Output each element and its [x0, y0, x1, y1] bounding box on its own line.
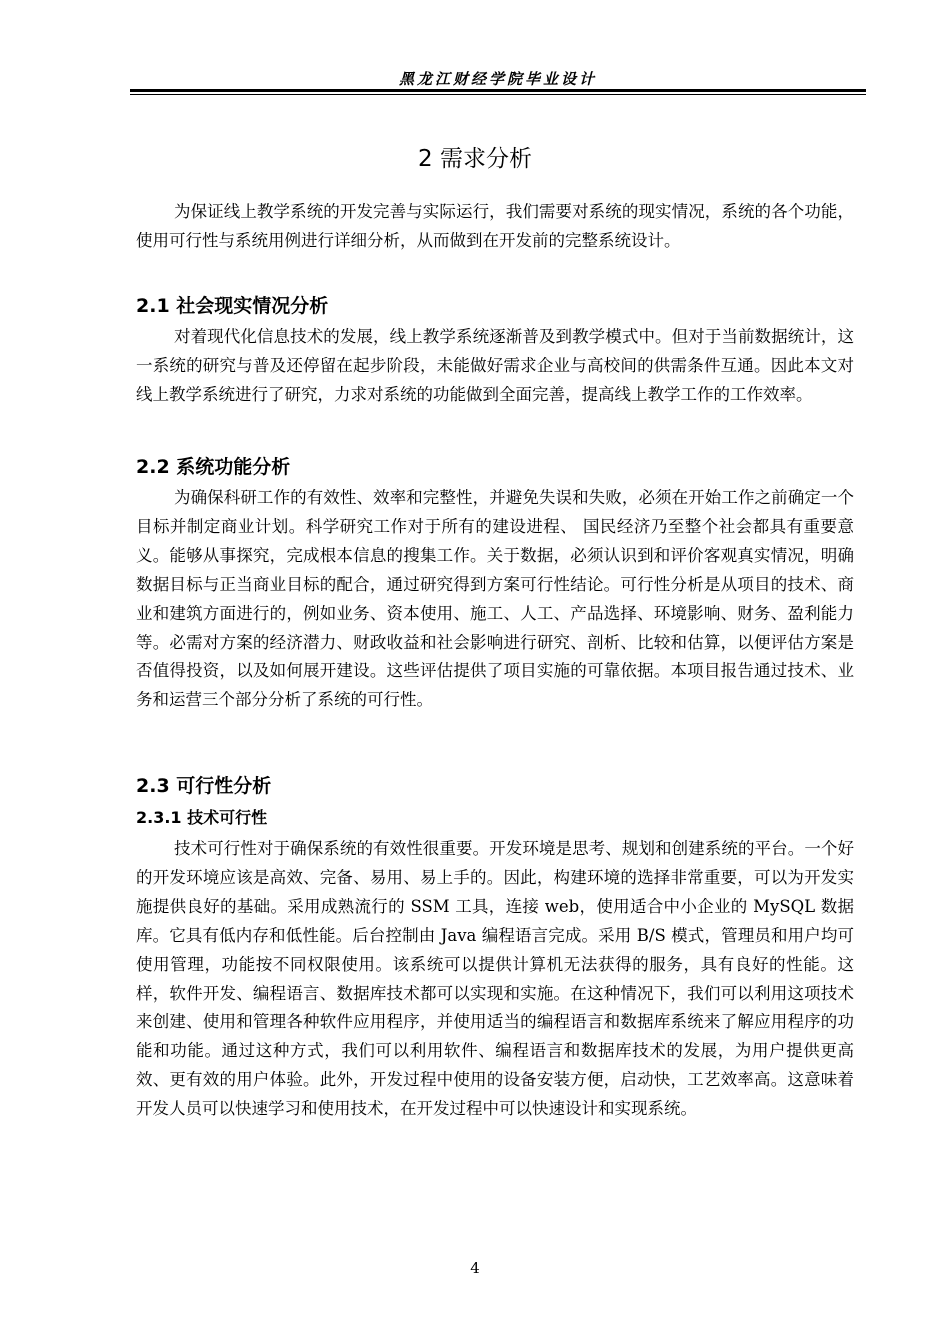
section-2-3	[136, 772, 854, 800]
page-number: 4	[470, 1259, 480, 1277]
header-rule-thick	[130, 89, 866, 92]
section-paragraph: 为确保科研工作的有效性、效率和完整性，并避免失误和失败，必须在开始工作之前确定一个目标并制定商业计划。科学研究工作对于所有的建设进程、 国民经济乃至整个社会都具有重要意义。能够从事探究，完成根本信息的搜集工作。关于数据，必须认识到和评价客观真实情况，明确数据目标与正当商业目标的配合，通过研究得到方案可行性结论。可行性分析是从项目的技术、商业和建筑方面进行的，例如业务、资本使用、施工、人工、产品选择、环境影响、财务、盈利能力等。必需对方案的经济潜力、财政收益和社会影响进行研究、剖析、比较和估算，以便评估方案是否值得投资，以及如何展开建设。这些评估提供了项目实施的可靠依据。本项目报告通过技术、业务和运营三个部分分析了系统的可行性。	[136, 488, 854, 710]
section-paragraph: 对着现代化信息技术的发展，线上教学系统逐渐普及到教学模式中。但对于当前数据统计，这一系统的研究与普及还停留在起步阶段，未能做好需求企业与高校间的供需条件互通。因此本文对线上教学系统进行了研究，力求对系统的功能做到全面完善，提高线上教学工作的工作效率。	[136, 327, 854, 404]
section-2-2	[136, 453, 854, 481]
header-rule-thin	[130, 94, 866, 95]
section-2-1	[136, 292, 854, 320]
header-title: 黑龙江财经学院毕业设计	[398, 70, 597, 88]
chapter-title: 2 需求分析	[418, 146, 532, 172]
subsection-2-3-1-body	[136, 835, 854, 1124]
section-2-2-body	[136, 484, 854, 715]
section-heading: 2.3 可行性分析	[136, 775, 272, 797]
subsection-2-3-1	[136, 805, 854, 831]
subsection-heading: 2.3.1 技术可行性	[136, 808, 268, 827]
page-header	[130, 68, 866, 94]
section-heading: 2.1 社会现实情况分析	[136, 295, 329, 317]
section-2-1-body	[136, 323, 854, 410]
intro-paragraph: 为保证线上教学系统的开发完善与实际运行，我们需要对系统的现实情况，系统的各个功能，使用可行性与系统用例进行详细分析，从而做到在开发前的完整系统设计。	[136, 202, 854, 250]
intro-block	[136, 198, 854, 256]
section-paragraph: 技术可行性对于确保系统的有效性很重要。开发环境是思考、规划和创建系统的平台。一个好的开发环境应该是高效、完备、易用、易上手的。因此，构建环境的选择非常重要，可以为开发实施提供良好的基础。采用成熟流行的 SSM 工具，连接 web，使用适合中小企业的 MySQL 数据库。它具有低内存和低性能。后台控制由 Java 编程语言完成。采用 B/S 模式，管理员和用户均可使用管理，功能按不同权限使用。该系统可以提供计算机无法获得的服务，具有良好的性能。这样，软件开发、编程语言、数据库技术都可以实现和实施。在这种情况下，我们可以利用这项技术来创建、使用和管理各种软件应用程序，并使用适当的编程语言和数据库系统来了解应用程序的功能和功能。通过这种方式，我们可以利用软件、编程语言和数据库技术的发展，为用户提供更高效、更有效的用户体验。此外，开发过程中使用的设备安装方便，启动快，工艺效率高。这意味着开发人员可以快速学习和使用技术，在开发过程中可以快速设计和实现系统。	[136, 839, 854, 1119]
section-heading: 2.2 系统功能分析	[136, 456, 291, 478]
